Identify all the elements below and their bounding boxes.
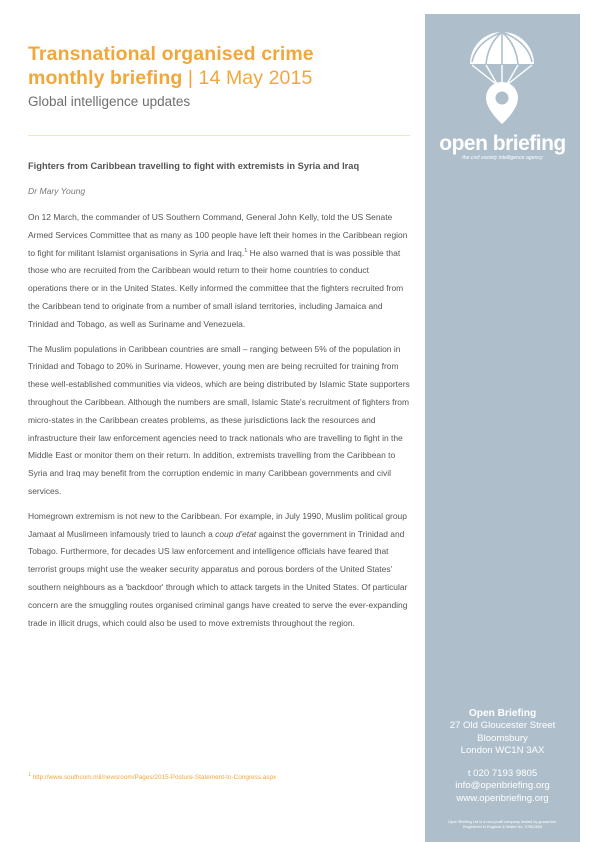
footnote bbox=[28, 772, 410, 781]
header-divider bbox=[28, 135, 410, 136]
paragraph-1-text-a: On 12 March, the commander of US Southern Command, General John Kelly, told the US Senate Armed Services Committee that as many as 100 people have left their homes in the Caribbean region to fight for militant Islamist organisations in Syria and Iraq. bbox=[28, 212, 408, 258]
article-headline: Fighters from Caribbean travelling to fight with extremists in Syria and Iraq bbox=[28, 161, 360, 171]
open-briefing-logo-icon bbox=[466, 24, 538, 128]
address-line-2: Bloomsbury bbox=[477, 732, 528, 744]
title-separator: | bbox=[182, 67, 199, 89]
website-link[interactable]: www.openbriefing.org bbox=[456, 792, 549, 804]
footnote-number: 1 bbox=[28, 772, 31, 778]
briefing-title bbox=[28, 42, 410, 90]
paragraph-3-emphasis: coup d'etat bbox=[215, 528, 257, 539]
contact-details bbox=[425, 768, 580, 805]
address-line-3: London WC1N 3AX bbox=[460, 745, 545, 757]
brand-tagline: the civil society intelligence agency bbox=[462, 155, 543, 161]
paragraph-3 bbox=[28, 508, 410, 633]
paragraph-1-text-b: He also warned that is was possible that those who are recruited from the Caribbean would return to their home countries to conduct operations there or in the United States. Kelly informed the committee that the fighters recruited from the Caribbean tend to originate from a number of small island territories, including Jamaica and Trinidad and Tobago, as well as Suriname and Venezuela. bbox=[28, 247, 404, 329]
brand-name: open briefing bbox=[439, 132, 566, 155]
paragraph-3-text-b: against the government in Trinidad and Tobago. Furthermore, for decades US law enforcement and intelligence officials have feared that terrorist groups might use the weaker security apparatus and porous borders of the United States' southern neighbours as a 'backdoor' through which to attack targets in the United States. Of particular concern are the smuggling routes organised criminal gangs have created to serve the ever-expanding trade in illicit drugs, which could also be used to move extremists throughout the region. bbox=[28, 528, 408, 628]
paragraph-1 bbox=[28, 209, 410, 334]
briefing-date: 14 May 2015 bbox=[198, 67, 313, 89]
paragraph-2: The Muslim populations in Caribbean countries are small – ranging between 5% of the population in Trinidad and Tobago to 20% in Suriname. However, young men are being recruited for training from these well-established communities via videos, which are being distributed by Islamic State supporters throughout the Caribbean. Although the numbers are small, Islamic State's recruitment of fighters from micro-states in the Caribbean creates problems, as these jurisdictions lack the resources and infrastructure their law enforcement agencies need to track nationals who are travelling to fight in the Middle East or monitor them on their return. In addition, extremists travelling from the Caribbean to Syria and Iraq may benefit from the corruption endemic in many Caribbean governments and civil services. bbox=[28, 343, 410, 496]
footnote-ref[interactable]: 1 bbox=[244, 247, 248, 254]
legal-line-2: Registered in England & Wales No. 07662693 bbox=[462, 824, 543, 829]
title-line-2: monthly briefing bbox=[28, 67, 183, 89]
legal-line-1: Open Briefing Ltd is a non-profit company limited by guarantee. bbox=[448, 819, 557, 824]
article-author: Dr Mary Young bbox=[28, 186, 86, 196]
footnote-link[interactable]: http://www.southcom.mil/newsroom/Pages/2015-Posture-Statement-to-Congress.aspx bbox=[32, 774, 277, 782]
org-name: Open Briefing bbox=[468, 708, 537, 719]
postal-address bbox=[425, 708, 580, 758]
legal-notice bbox=[425, 819, 580, 829]
briefing-subtitle: Global intelligence updates bbox=[28, 94, 191, 109]
phone-number: t 020 7193 9805 bbox=[467, 768, 538, 779]
article-body bbox=[28, 209, 410, 639]
paragraph-3-text-a: Homegrown extremism is not new to the Caribbean. For example, in July 1990, Muslim political group Jamaat al Muslimeen infamously tried to launch a bbox=[28, 510, 407, 539]
email-link[interactable]: info@openbriefing.org bbox=[455, 780, 550, 792]
sidebar-panel bbox=[425, 14, 580, 842]
title-line-1: Transnational organised crime bbox=[28, 43, 314, 65]
address-line-1: 27 Old Gloucester Street bbox=[449, 720, 556, 732]
